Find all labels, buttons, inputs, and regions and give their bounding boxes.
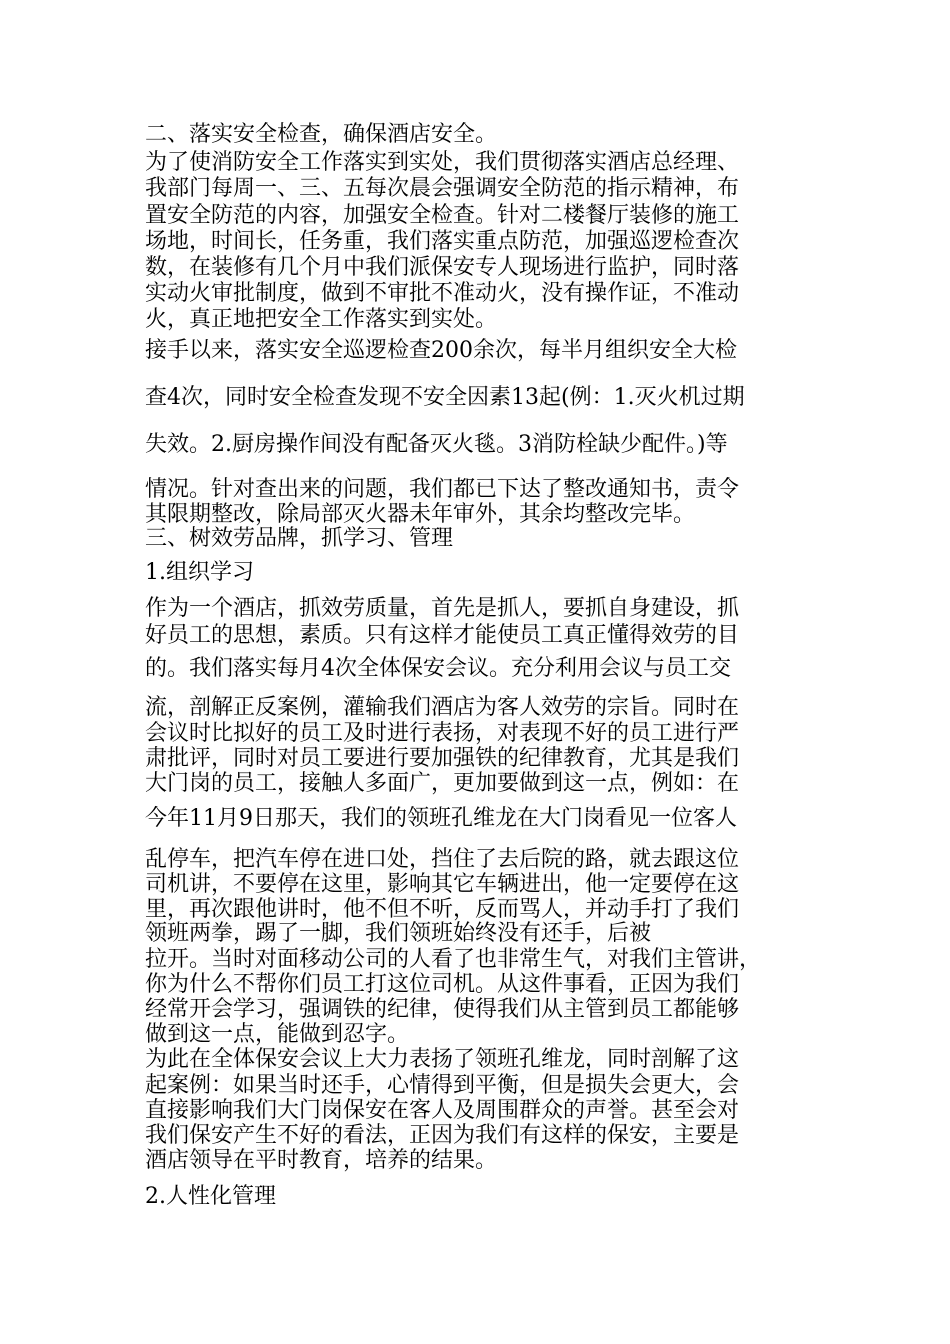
section-heading: 二、落实安全检查，确保酒店安全。: [145, 122, 498, 147]
text-line: 今年11月9日那天，我们的领班孔维龙在大门岗看见一位客人: [145, 806, 737, 831]
text-line: 肃批评，同时对员工要进行要加强铁的纪律教育，尤其是我们: [145, 746, 740, 771]
text-line: 失效。2.厨房操作间没有配备灭火毯。3消防栓缺少配件。)等: [145, 432, 728, 457]
text-line: 里，再次跟他讲时，他不但不听，反而骂人，并动手打了我们: [145, 897, 740, 922]
text-line: 查4次，同时安全检查发现不安全因素13起(例：1.灭火机过期: [145, 385, 745, 410]
text-line: 好员工的思想，素质。只有这样才能使员工真正懂得效劳的目: [145, 623, 740, 648]
text-line: 场地，时间长，任务重，我们落实重点防范，加强巡逻检查次: [145, 229, 740, 254]
text-line: 领班两拳，踢了一脚，我们领班始终没有还手，后被: [145, 921, 652, 946]
text-line: 司机讲，不要停在这里，影响其它车辆进出，他一定要停在这: [145, 872, 740, 897]
text-line: 其限期整改，除局部灭火器未年审外，其余均整改完毕。: [145, 502, 696, 527]
text-line: 我部门每周一、三、五每次晨会强调安全防范的指示精神，布: [145, 176, 740, 201]
text-line: 酒店领导在平时教育，培养的结果。: [145, 1148, 498, 1173]
text-line: 乱停车，把汽车停在进口处，挡住了去后院的路，就去跟这位: [145, 847, 740, 872]
text-line: 拉开。当时对面移动公司的人看了也非常生气，对我们主管讲，: [145, 947, 762, 972]
text-line: 的。我们落实每月4次全体保安会议。充分利用会议与员工交: [145, 656, 731, 681]
text-line: 作为一个酒店，抓效劳质量，首先是抓人，要抓自身建设，抓: [145, 596, 740, 621]
text-line: 直接影响我们大门岗保安在客人及周围群众的声誉。甚至会对: [145, 1098, 740, 1123]
text-line: 我们保安产生不好的看法，正因为我们有这样的保安，主要是: [145, 1123, 740, 1148]
text-line: 置安全防范的内容，加强安全检查。针对二楼餐厅装修的施工: [145, 203, 740, 228]
text-line: 大门岗的员工，接触人多面广，更加要做到这一点，例如：在: [145, 771, 740, 796]
text-line: 为了使消防安全工作落实到实处，我们贯彻落实酒店总经理、: [145, 150, 740, 175]
text-line: 情况。针对查出来的问题，我们都已下达了整改通知书，责令: [145, 477, 740, 502]
section-heading: 三、树效劳品牌，抓学习、管理: [145, 526, 454, 551]
text-line: 经常开会学习，强调铁的纪律，使得我们从主管到员工都能够: [145, 997, 740, 1022]
text-line: 做到这一点，能做到忍字。: [145, 1022, 410, 1047]
subsection-heading: 1.组织学习: [145, 560, 254, 585]
text-line: 为此在全体保安会议上大力表扬了领班孔维龙，同时剖解了这: [145, 1047, 740, 1072]
text-line: 你为什么不帮你们员工打这位司机。从这件事看，正因为我们: [145, 972, 740, 997]
subsection-heading: 2.人性化管理: [145, 1184, 276, 1209]
text-line: 实动火审批制度，做到不审批不准动火，没有操作证，不准动: [145, 281, 740, 306]
text-line: 起案例：如果当时还手，心情得到平衡，但是损失会更大，会: [145, 1073, 740, 1098]
text-line: 火，真正地把安全工作落实到实处。: [145, 307, 498, 332]
text-line: 流，剖解正反案例，灌输我们酒店为客人效劳的宗旨。同时在: [145, 695, 740, 720]
text-line: 数，在装修有几个月中我们派保安专人现场进行监护，同时落: [145, 255, 740, 280]
text-line: 会议时比拟好的员工及时进行表扬，对表现不好的员工进行严: [145, 721, 740, 746]
text-line: 接手以来，落实安全巡逻检查200余次，每半月组织安全大检: [145, 338, 737, 363]
